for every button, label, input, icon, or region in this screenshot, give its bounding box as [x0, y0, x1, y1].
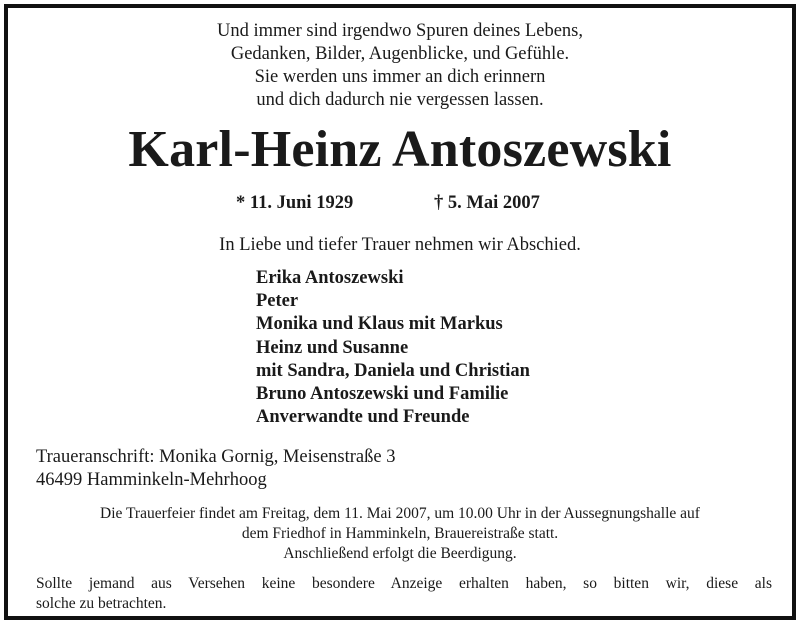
mourning-address: [36, 446, 395, 492]
mourner-name: Anverwandte und Freunde: [256, 407, 470, 428]
ceremony-line: Anschließend erfolgt die Beerdigung.: [283, 545, 517, 562]
notice-line: Sollte jemand aus Versehen keine besondere Anzeige erhalten haben, so bitten wir, diese als: [36, 575, 772, 592]
poem-line: Gedanken, Bilder, Augenblicke, und Gefühle.: [230, 44, 570, 64]
ceremony-line: dem Friedhof in Hamminkeln, Brauereistraße statt.: [241, 525, 559, 542]
mourner-name: Peter: [256, 291, 299, 312]
mourners-list: [256, 267, 530, 429]
mourner-name: Heinz und Susanne: [256, 337, 409, 358]
mourner-name: Bruno Antoszewski und Familie: [256, 384, 509, 405]
ceremony-line: Die Trauerfeier findet am Freitag, dem 11. Mai 2007, um 10.00 Uhr in der Aussegnungshalle auf: [100, 505, 700, 522]
farewell-line: In Liebe und tiefer Trauer nehmen wir Abschied.: [219, 235, 581, 255]
obituary-notice: [4, 4, 796, 620]
deceased-name: Karl-Heinz Antoszewski: [128, 121, 672, 178]
closing-notice: [36, 574, 772, 614]
life-dates: [8, 190, 792, 216]
birth-date: * 11. Juni 1929: [236, 193, 354, 213]
mourner-name: Monika und Klaus mit Markus: [256, 314, 503, 335]
ceremony-info: [8, 504, 792, 564]
poem-line: Und immer sind irgendwo Spuren deines Lebens,: [217, 21, 583, 41]
poem-line: Sie werden uns immer an dich erinnern: [254, 67, 546, 87]
address-line: Traueranschrift: Monika Gornig, Meisenstraße 3: [36, 447, 396, 467]
poem-line: und dich dadurch nie vergessen lassen.: [256, 90, 544, 110]
mourner-name: mit Sandra, Daniela und Christian: [256, 360, 530, 381]
poem: [8, 20, 792, 112]
notice-line: solche zu betrachten.: [36, 595, 167, 612]
address-line: 46499 Hamminkeln-Mehrhoog: [36, 470, 267, 490]
mourner-name: Erika Antoszewski: [256, 268, 404, 288]
death-date: † 5. Mai 2007: [434, 193, 540, 213]
